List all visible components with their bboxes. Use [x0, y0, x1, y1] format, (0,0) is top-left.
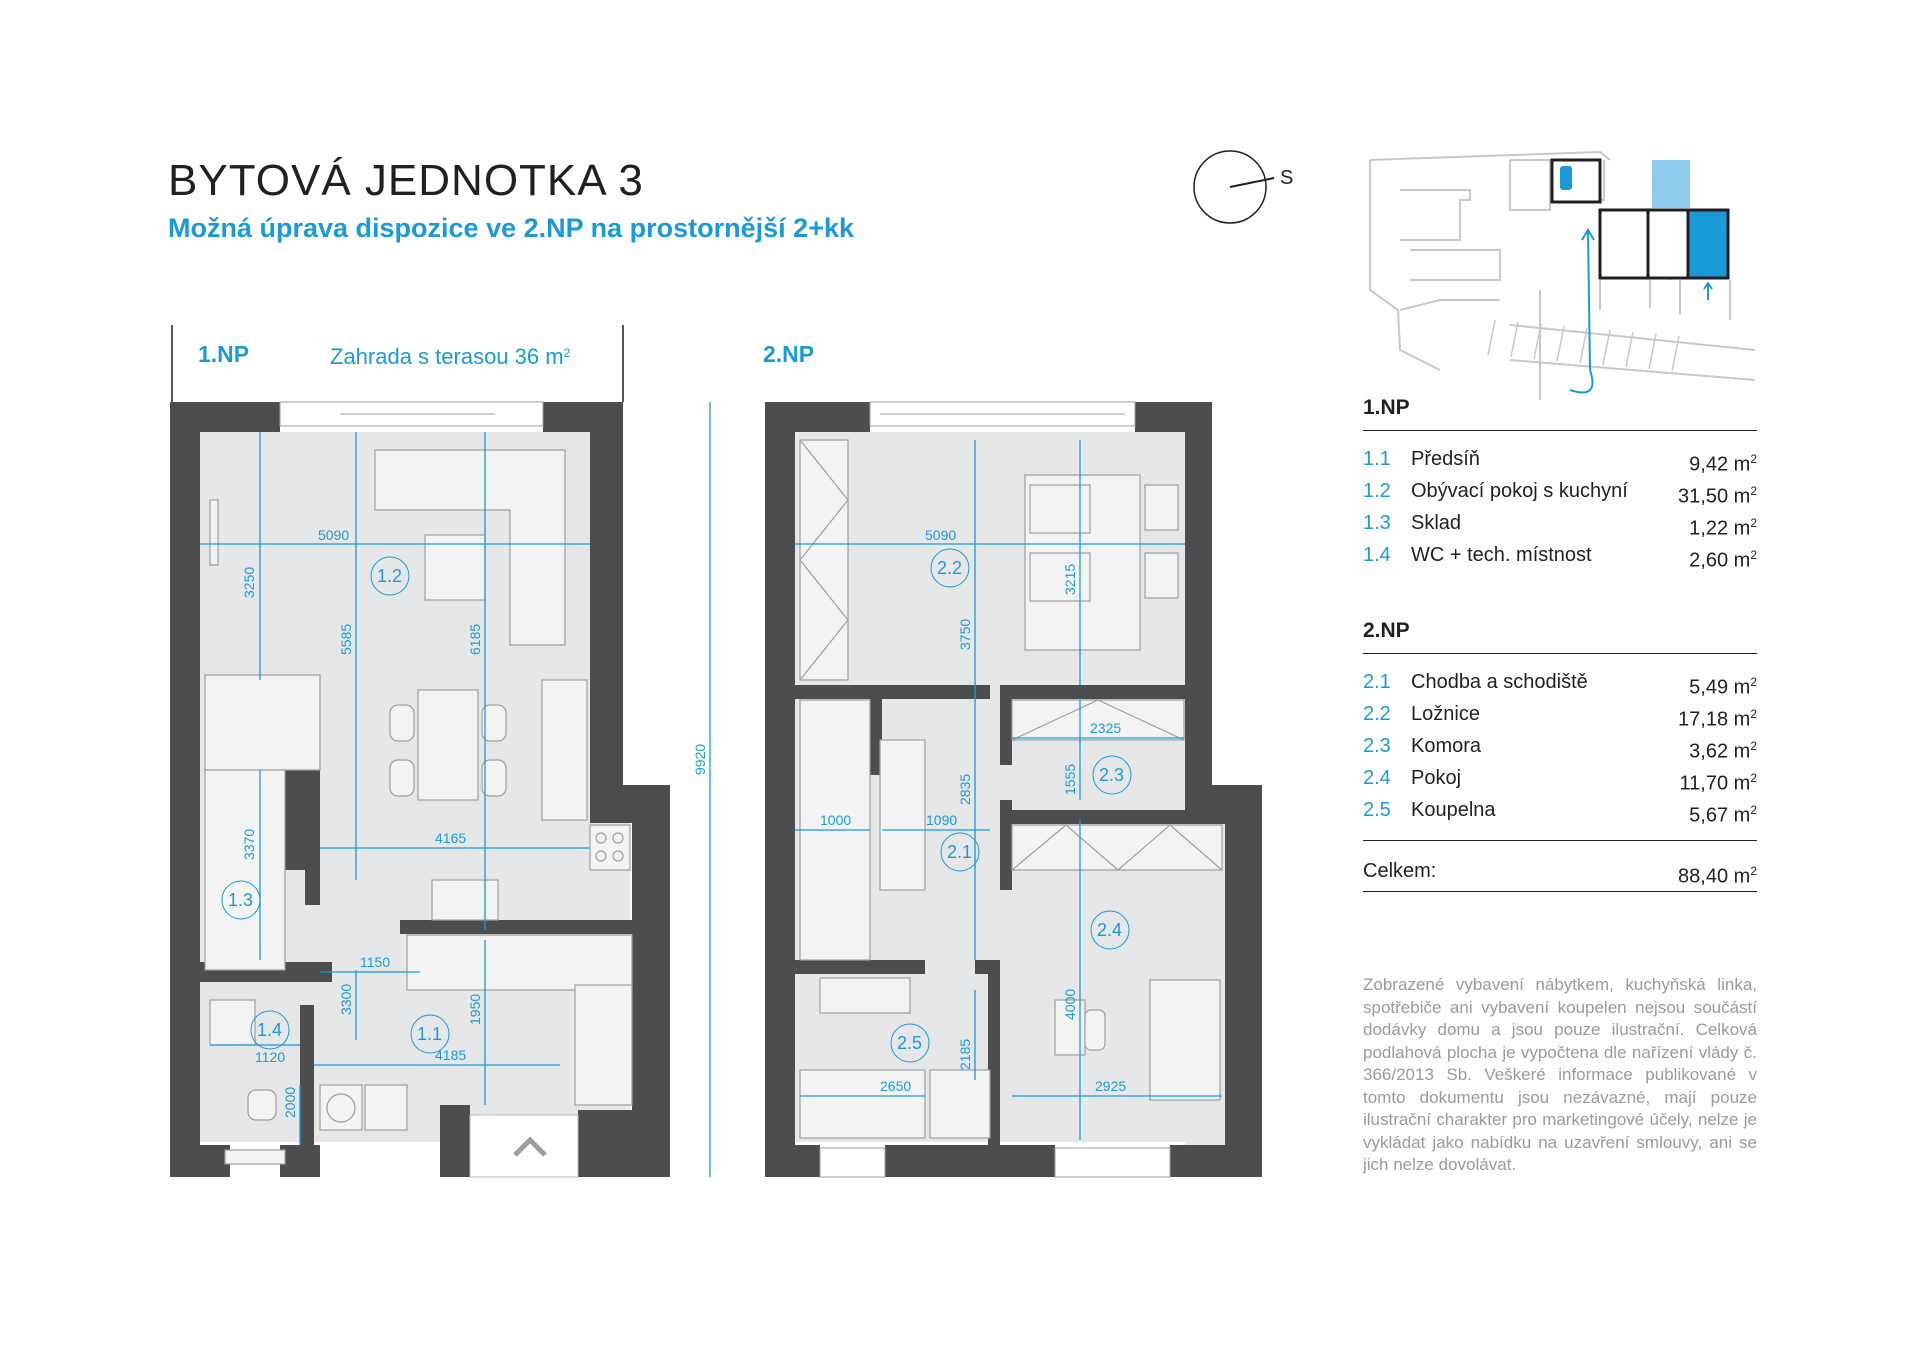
area-row — [1363, 762, 1757, 794]
dim-label: 3300 — [338, 983, 354, 1015]
area-row — [1363, 475, 1757, 507]
room-area: 31,50 $m^2$ — [1678, 484, 1757, 508]
room-number: 2.3 — [1363, 735, 1391, 757]
area-row — [1363, 507, 1757, 539]
room-area: 11,70 $m^2$ — [1679, 771, 1757, 795]
plan-1np — [170, 325, 710, 1177]
room-label: 2.3 — [1099, 765, 1125, 785]
room-label: 1.3 — [228, 890, 254, 910]
page-title: BYTOVÁ JEDNOTKA 3 — [168, 156, 644, 205]
plan-2np — [763, 341, 1262, 1177]
room-area: 5,49 $m^2$ — [1689, 675, 1757, 699]
area-table — [1363, 390, 1757, 892]
dim-label: 2325 — [1090, 720, 1122, 736]
room-area: 3,62 $m^2$ — [1689, 739, 1757, 763]
plan-1np-label: 1.NP — [198, 341, 250, 367]
area-row — [1363, 794, 1757, 826]
dim-label: 1950 — [467, 993, 483, 1025]
total-row — [1363, 851, 1757, 891]
room-area: 2,60 $m^2$ — [1689, 548, 1757, 572]
dim-label: 2835 — [957, 773, 973, 805]
dim-label: 4185 — [435, 1047, 467, 1063]
dim-label: 3215 — [1062, 563, 1078, 595]
room-name: WC + tech. místnost — [1411, 544, 1592, 566]
room-label: 1.4 — [257, 1020, 283, 1040]
room-label: 1.2 — [377, 566, 403, 586]
floor2-heading: 2.NP — [1363, 619, 1410, 642]
dim-label: 3750 — [957, 618, 973, 650]
room-area: 1,22 $m^2$ — [1689, 516, 1757, 540]
dim-label: 1000 — [820, 812, 852, 828]
room-name: Ložnice — [1411, 703, 1480, 725]
room-number: 1.1 — [1363, 448, 1391, 470]
divider — [1363, 430, 1757, 431]
room-area: 9,42 $m^2$ — [1689, 452, 1757, 476]
page-subtitle: Možná úprava dispozice ve 2.NP na prostornější 2+kk — [168, 213, 854, 243]
room-name: Předsíň — [1411, 448, 1480, 470]
room-name: Pokoj — [1411, 767, 1462, 789]
room-name: Chodba a schodiště — [1411, 671, 1588, 693]
disclaimer-note: Zobrazené vybavení nábytkem, kuchyňská linka, spotřebiče ani vybavení koupelen nejsou součástí dodávky domu a jsou pouze ilustrační. Celková podlahová plocha je vypočtena dle nařízení vlády č. 366/2013 Sb. Veškeré informace publikované v tomto dokumentu jsou nezávazné, mají pouze ilustrační charakter pro marketingové účely, nelze je vykládat jako nabídku na uzavření smlouvy, ani se jich nelze dovolávat. — [1363, 975, 1757, 1174]
room-label: 2.1 — [947, 842, 973, 862]
dim-label: 3250 — [241, 566, 257, 598]
site-plan — [1360, 150, 1760, 400]
room-name: Koupelna — [1411, 799, 1496, 821]
dim-label: 4165 — [435, 830, 467, 846]
dim-label: 5585 — [338, 623, 354, 655]
room-label: 2.4 — [1097, 920, 1123, 940]
total-value: 88,40 $m^2$ — [1678, 864, 1757, 888]
plan-2np-label: 2.NP — [763, 341, 815, 367]
dim-label: 9920 — [692, 743, 708, 775]
dim-label: 3370 — [241, 828, 257, 860]
compass-label: S — [1280, 167, 1294, 189]
dim-label: 1150 — [360, 954, 391, 970]
garden-label: Zahrada s terasou 36 $m^2$ — [330, 344, 571, 369]
area-row — [1363, 666, 1757, 698]
dim-label: 2925 — [1095, 1078, 1127, 1094]
dim-label: 1090 — [926, 812, 958, 828]
room-number: 1.4 — [1363, 544, 1391, 566]
room-number: 1.3 — [1363, 512, 1391, 534]
area-row — [1363, 539, 1757, 571]
dim-label: 5090 — [318, 527, 350, 543]
room-number: 2.1 — [1363, 671, 1391, 693]
divider — [1363, 653, 1757, 654]
area-row — [1363, 730, 1757, 762]
divider — [1363, 840, 1757, 841]
room-area: 17,18 $m^2$ — [1678, 707, 1757, 731]
total-label: Celkem: — [1363, 860, 1437, 882]
dim-label: 2185 — [957, 1038, 973, 1070]
dim-label: 5090 — [925, 527, 957, 543]
dim-label: 6185 — [467, 623, 483, 655]
dim-label: 4000 — [1062, 988, 1078, 1020]
dim-label: 1555 — [1062, 763, 1078, 795]
room-label: 1.1 — [417, 1024, 443, 1044]
divider — [1363, 891, 1757, 892]
room-number: 1.2 — [1363, 480, 1391, 502]
room-name: Obývací pokoj s kuchyní — [1411, 480, 1628, 502]
area-row — [1363, 443, 1757, 475]
room-label: 2.2 — [937, 558, 963, 578]
room-area: 5,67 $m^2$ — [1689, 803, 1757, 827]
room-number: 2.5 — [1363, 799, 1391, 821]
room-number: 2.2 — [1363, 703, 1391, 725]
dim-label: 2000 — [282, 1086, 298, 1118]
room-name: Sklad — [1411, 512, 1462, 534]
dim-label: 1120 — [255, 1049, 286, 1065]
area-row — [1363, 698, 1757, 730]
floor1-heading: 1.NP — [1363, 396, 1410, 419]
room-label: 2.5 — [897, 1033, 923, 1053]
dim-label: 2650 — [880, 1078, 912, 1094]
room-name: Komora — [1411, 735, 1482, 757]
room-number: 2.4 — [1363, 767, 1391, 789]
